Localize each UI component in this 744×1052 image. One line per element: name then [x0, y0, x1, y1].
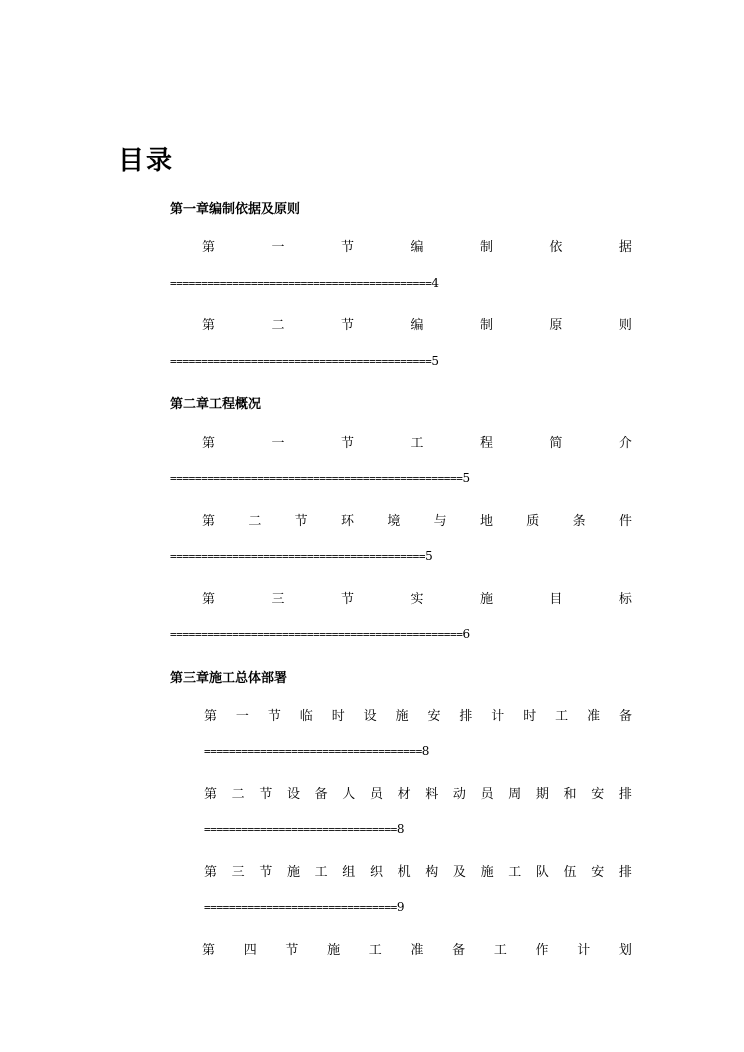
toc-entry-1-2[interactable]	[202, 314, 632, 333]
toc-entry-2-3[interactable]	[202, 588, 632, 607]
toc-char: 一	[271, 240, 285, 255]
toc-char: 一	[235, 709, 249, 724]
toc-char: 织	[369, 865, 383, 880]
toc-entry-3-1[interactable]	[204, 705, 632, 724]
toc-char: 目	[549, 592, 563, 607]
toc-char: 时	[331, 709, 345, 724]
toc-char: 件	[618, 514, 632, 529]
toc-char: 队	[535, 865, 549, 880]
toc-char: 节	[340, 240, 354, 255]
toc-char: 施	[479, 592, 493, 607]
toc-char: 设	[286, 787, 300, 802]
toc-char: 员	[369, 787, 383, 802]
toc-char: 施	[327, 943, 341, 958]
toc-leader-2-3: ===============================================6	[170, 627, 471, 641]
toc-entry-2-1[interactable]	[202, 432, 632, 451]
toc-char: 安	[591, 787, 605, 802]
toc-char: 三	[231, 865, 245, 880]
toc-char: 地	[479, 514, 493, 529]
toc-char: 三	[271, 592, 285, 607]
toc-char: 编	[410, 318, 424, 333]
toc-char: 工	[314, 865, 328, 880]
toc-char: 工	[493, 943, 507, 958]
toc-char: 动	[452, 787, 466, 802]
toc-char: 构	[425, 865, 439, 880]
toc-char: 计	[491, 709, 505, 724]
toc-char: 编	[410, 240, 424, 255]
chapter-heading-1: 第一章编制依据及原则	[170, 202, 301, 217]
toc-char: 设	[363, 709, 377, 724]
page-number: 9	[396, 900, 405, 914]
toc-char: 排	[459, 709, 473, 724]
toc-leader-1-1: ==========================================4	[170, 276, 439, 290]
toc-entry-3-4[interactable]	[202, 939, 632, 958]
toc-char: 施	[286, 865, 300, 880]
toc-char: 程	[479, 436, 493, 451]
toc-leader-1-2: ==========================================5	[170, 354, 439, 368]
toc-char: 质	[526, 514, 540, 529]
toc-char: 节	[294, 514, 308, 529]
toc-char: 节	[340, 592, 354, 607]
toc-leader-2-2: =========================================5	[170, 549, 433, 563]
toc-char: 员	[480, 787, 494, 802]
page-number: 6	[462, 627, 471, 641]
toc-char: 制	[479, 318, 493, 333]
page-number: 8	[421, 744, 430, 758]
toc-char: 作	[535, 943, 549, 958]
toc-char: 与	[433, 514, 447, 529]
toc-char: 节	[340, 436, 354, 451]
toc-char: 备	[618, 709, 632, 724]
toc-char: 伍	[563, 865, 577, 880]
toc-char: 节	[259, 865, 273, 880]
toc-char: 环	[340, 514, 354, 529]
toc-char: 机	[397, 865, 411, 880]
toc-char: 工	[410, 436, 424, 451]
chapter-heading-3: 第三章施工总体部署	[170, 671, 288, 686]
toc-leader-3-1: ===================================8	[204, 744, 430, 758]
toc-char: 实	[410, 592, 424, 607]
toc-char: 安	[591, 865, 605, 880]
toc-char: 境	[387, 514, 401, 529]
toc-char: 时	[523, 709, 537, 724]
toc-char: 准	[410, 943, 424, 958]
page-number: 8	[396, 822, 405, 836]
toc-title: 目录	[118, 146, 175, 176]
toc-char: 排	[618, 787, 632, 802]
toc-char: 二	[248, 514, 262, 529]
toc-char: 准	[587, 709, 601, 724]
toc-char: 第	[202, 943, 216, 958]
toc-char: 工	[508, 865, 522, 880]
toc-char: 人	[342, 787, 356, 802]
toc-char: 计	[577, 943, 591, 958]
page-number: 5	[425, 549, 433, 563]
toc-entry-2-2[interactable]	[202, 510, 632, 529]
toc-char: 原	[549, 318, 563, 333]
toc-char: 周	[508, 787, 522, 802]
toc-char: 节	[267, 709, 281, 724]
toc-char: 工	[368, 943, 382, 958]
toc-char: 第	[202, 240, 216, 255]
toc-char: 和	[563, 787, 577, 802]
page-number: 4	[431, 276, 439, 290]
toc-char: 一	[271, 436, 285, 451]
toc-char: 条	[572, 514, 586, 529]
toc-char: 第	[202, 436, 216, 451]
toc-leader-3-2: ===============================8	[204, 822, 405, 836]
toc-entry-1-1[interactable]	[202, 236, 632, 255]
toc-char: 施	[395, 709, 409, 724]
toc-char: 施	[480, 865, 494, 880]
toc-char: 四	[243, 943, 257, 958]
toc-char: 标	[618, 592, 632, 607]
toc-char: 料	[425, 787, 439, 802]
toc-leader-3-3: ===============================9	[204, 900, 405, 914]
toc-char: 则	[618, 318, 632, 333]
toc-char: 排	[618, 865, 632, 880]
toc-char: 临	[299, 709, 313, 724]
toc-char: 工	[555, 709, 569, 724]
toc-char: 及	[452, 865, 466, 880]
toc-char: 二	[271, 318, 285, 333]
toc-entry-3-3[interactable]	[204, 861, 632, 880]
toc-char: 简	[549, 436, 563, 451]
toc-char: 第	[204, 787, 218, 802]
toc-char: 组	[342, 865, 356, 880]
toc-char: 划	[618, 943, 632, 958]
toc-char: 依	[549, 240, 563, 255]
toc-char: 介	[618, 436, 632, 451]
toc-char: 二	[231, 787, 245, 802]
toc-char: 备	[314, 787, 328, 802]
toc-char: 第	[204, 709, 218, 724]
page-number: 5	[462, 471, 471, 485]
chapter-heading-2: 第二章工程概况	[170, 397, 262, 412]
toc-char: 安	[427, 709, 441, 724]
toc-char: 备	[452, 943, 466, 958]
toc-char: 节	[259, 787, 273, 802]
toc-char: 节	[340, 318, 354, 333]
toc-char: 材	[397, 787, 411, 802]
toc-char: 第	[202, 514, 216, 529]
toc-char: 第	[202, 592, 216, 607]
toc-char: 制	[479, 240, 493, 255]
toc-leader-2-1: ===============================================5	[170, 471, 471, 485]
toc-char: 第	[204, 865, 218, 880]
toc-char: 节	[285, 943, 299, 958]
toc-char: 期	[535, 787, 549, 802]
toc-entry-3-2[interactable]	[204, 783, 632, 802]
toc-char: 第	[202, 318, 216, 333]
page-number: 5	[431, 354, 439, 368]
toc-char: 据	[618, 240, 632, 255]
